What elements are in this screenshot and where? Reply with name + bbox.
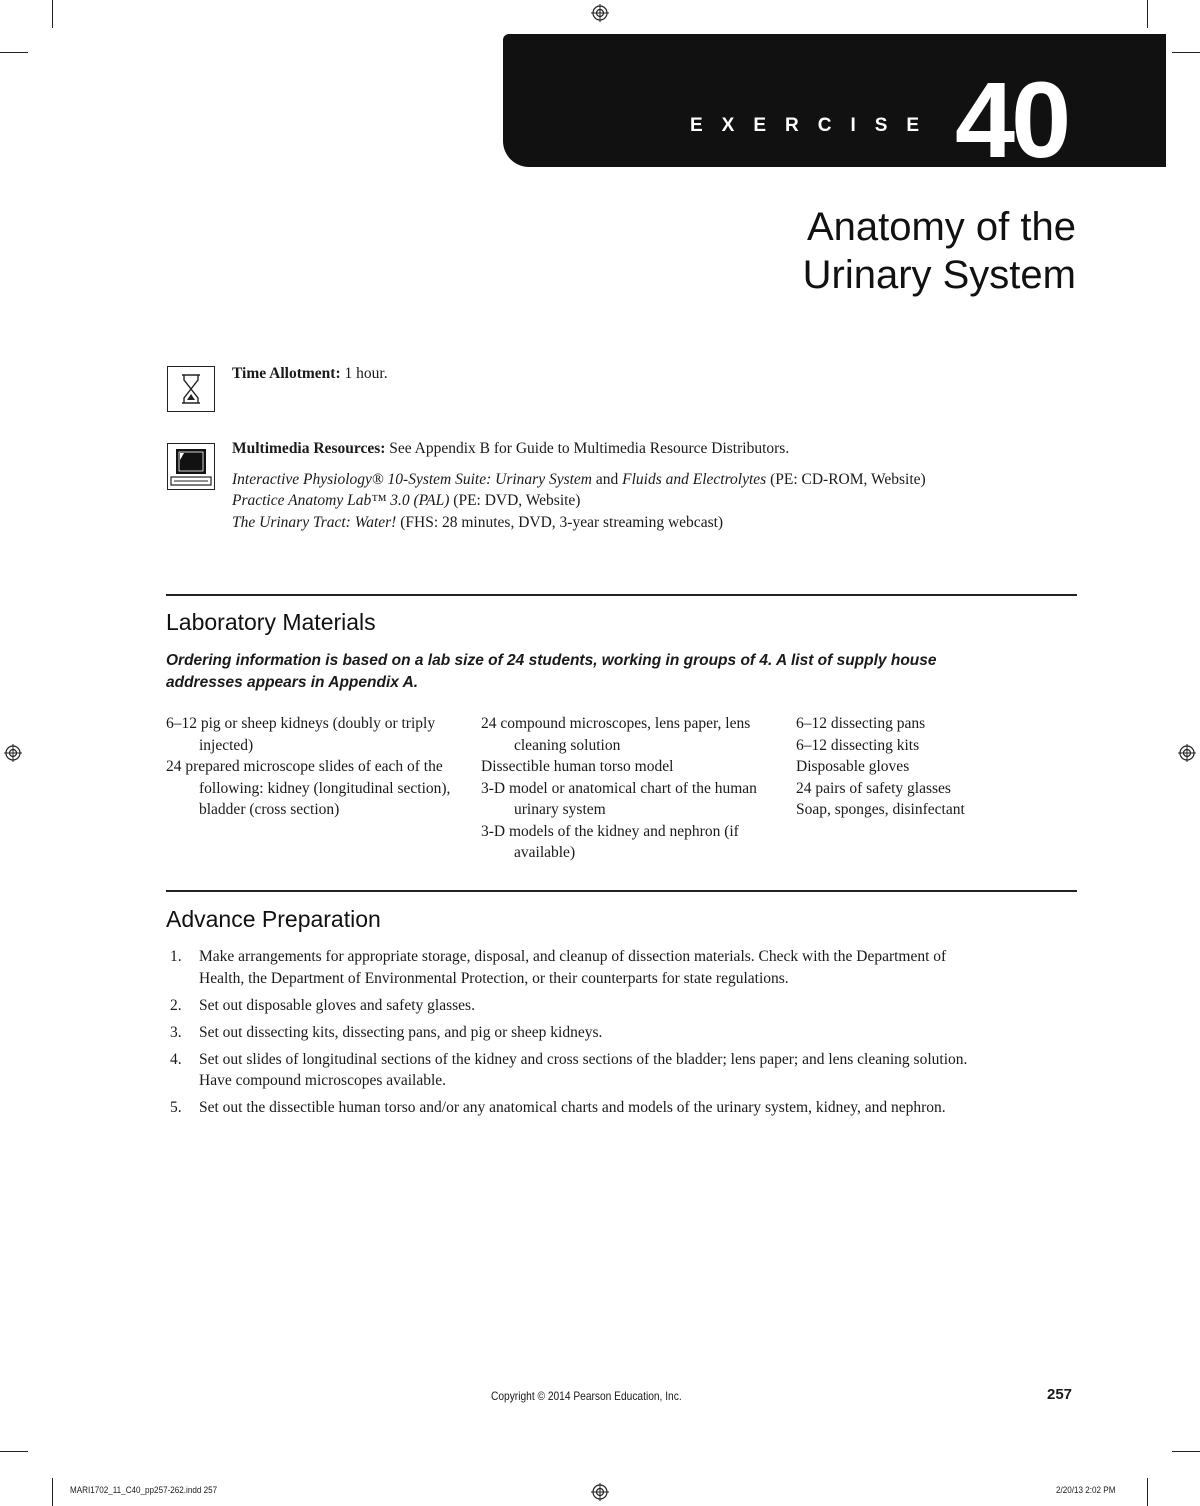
step-text: Set out disposable gloves and safety glasses.	[199, 996, 475, 1014]
exercise-number: 40	[955, 59, 1068, 180]
section-divider	[166, 594, 1077, 596]
crop-mark	[1172, 1451, 1200, 1452]
time-allotment	[232, 363, 388, 385]
crop-mark	[0, 52, 28, 53]
step-text: Set out dissecting kits, dissecting pans, and pig or sheep kidneys.	[199, 1023, 603, 1041]
computer-icon	[167, 443, 215, 490]
crop-mark	[52, 1478, 53, 1506]
material-item: 6–12 dissecting kits	[796, 736, 920, 754]
step-number: 2.	[170, 996, 182, 1014]
prep-steps-list	[166, 946, 986, 1124]
multimedia-label: Multimedia Resources:	[232, 440, 386, 457]
advance-prep-heading: Advance Preparation	[166, 906, 381, 932]
title-line: Urinary System	[802, 253, 1076, 297]
material-item: Soap, sponges, disinfectant	[796, 801, 965, 818]
material-item: 6–12 pig or sheep kidneys (doubly or triply injected)	[166, 715, 436, 754]
registration-mark-icon	[591, 1483, 609, 1501]
time-value: 1 hour.	[344, 365, 388, 382]
material-item: 24 prepared microscope slides of each of the following: kidney (longitudinal section), bladder (cross section)	[166, 758, 451, 818]
slug-date: 2/20/13 2:02 PM	[1056, 1485, 1116, 1495]
list-item	[166, 995, 986, 1017]
step-text: Set out slides of longitudinal sections of the kidney and cross sections of the bladder; lens paper; and lens cleaning solution. Have compound microscopes available.	[199, 1050, 968, 1089]
resource-details: (PE: CD-ROM, Website)	[770, 470, 926, 488]
material-item: 3-D models of the kidney and nephron (if available)	[481, 822, 739, 861]
page-number: 257	[1047, 1386, 1073, 1403]
title-line: Anatomy of the	[806, 205, 1076, 249]
material-item: Dissectible human torso model	[481, 758, 674, 775]
step-number: 1.	[170, 948, 182, 965]
material-item: 24 compound microscopes, lens paper, lens cleaning solution	[481, 715, 751, 754]
resource-details: (FHS: 28 minutes, DVD, 3-year streaming webcast)	[400, 513, 724, 531]
multimedia-intro	[232, 438, 992, 460]
page-title	[803, 203, 1076, 299]
step-number: 4.	[170, 1050, 182, 1068]
hourglass-icon	[167, 366, 215, 412]
multimedia-intro-text: See Appendix B for Guide to Multimedia Resource Distributors.	[389, 440, 790, 457]
section-divider	[166, 890, 1077, 892]
ordering-note: Ordering information is based on a lab size of 24 students, working in groups of 4. A list of supply house addresses appears in Appendix A.	[166, 652, 937, 691]
lab-materials-heading: Laboratory Materials	[166, 609, 376, 635]
resource-item	[232, 490, 992, 512]
step-number: 3.	[170, 1023, 182, 1041]
step-text: Make arrangements for appropriate storage, disposal, and cleanup of dissection materials. Check with the Department of Health, the Department of Environmental Protection, or their counterparts for state regulations.	[199, 948, 947, 987]
step-number: 5.	[170, 1099, 182, 1116]
registration-mark-icon	[4, 744, 22, 762]
crop-mark	[52, 0, 53, 28]
materials-column	[796, 713, 1076, 821]
crop-mark	[1147, 1478, 1148, 1506]
registration-mark-icon	[1178, 744, 1196, 762]
crop-mark	[1147, 0, 1148, 28]
list-item	[166, 1097, 986, 1119]
slug-file: MARI1702_11_C40_pp257-262.indd 257	[70, 1485, 218, 1495]
exercise-label: EXERCISE	[690, 115, 939, 136]
list-item	[166, 946, 986, 989]
step-text: Set out the dissectible human torso and/or any anatomical charts and models of the urinary system, kidney, and nephron.	[199, 1099, 946, 1116]
resource-title: Fluids and Electrolytes	[622, 470, 767, 488]
resource-item	[232, 469, 992, 491]
crop-mark	[1172, 52, 1200, 53]
list-item	[166, 1022, 986, 1044]
copyright-notice: Copyright © 2014 Pearson Education, Inc.	[491, 1389, 682, 1403]
material-item: 3-D model or anatomical chart of the human urinary system	[481, 779, 757, 818]
material-item: 24 pairs of safety glasses	[796, 779, 951, 797]
time-label: Time Allotment:	[232, 365, 341, 382]
resource-title: The Urinary Tract: Water!	[232, 513, 397, 531]
multimedia-resources	[232, 438, 992, 533]
list-item	[166, 1049, 986, 1092]
registration-mark-icon	[591, 4, 609, 22]
resource-abbr: (PAL)	[413, 492, 450, 509]
materials-column	[166, 713, 456, 821]
resource-details: (PE: DVD, Website)	[453, 492, 581, 509]
materials-column	[481, 713, 776, 864]
material-item: Disposable gloves	[796, 758, 910, 775]
resource-title: Practice Anatomy Lab™ 3.0	[232, 492, 410, 509]
material-item: 6–12 dissecting pans	[796, 715, 926, 732]
resource-joiner: and	[595, 470, 619, 488]
resource-item	[232, 512, 992, 534]
crop-mark	[0, 1451, 28, 1452]
resource-title: Interactive Physiology® 10-System Suite: Urinary System	[232, 470, 592, 488]
